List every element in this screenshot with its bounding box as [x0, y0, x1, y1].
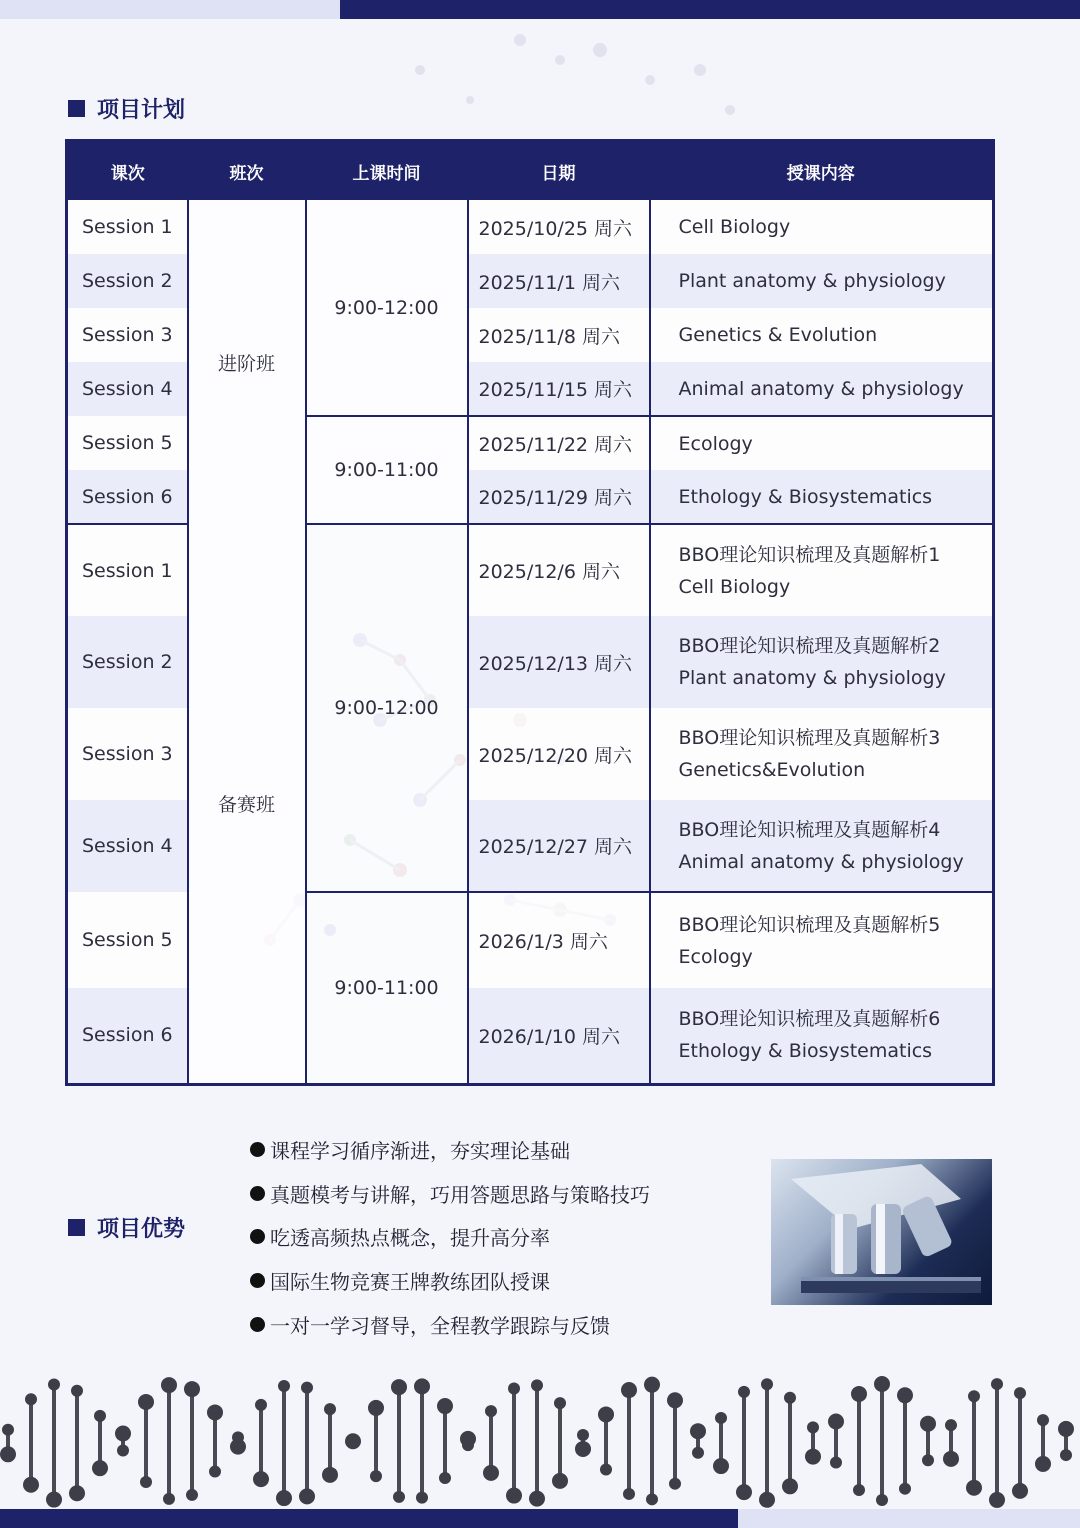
plan-section-title: [68, 93, 185, 124]
list-item: [250, 1302, 650, 1346]
session-cell: Session 2: [67, 254, 188, 308]
session-cell: Session 4: [67, 362, 188, 416]
col-header-date: 日期: [468, 141, 650, 201]
date-cell: 2025/11/22 周六: [468, 416, 650, 470]
bottom-accent-bar-dark: [0, 1509, 738, 1528]
time-cell: 9:00-11:00: [306, 416, 468, 524]
session-cell: Session 1: [67, 200, 188, 254]
table-row: [67, 200, 994, 254]
topic-cell: [650, 892, 994, 988]
session-cell: Session 4: [67, 800, 188, 892]
topic-cell: [650, 988, 994, 1084]
session-cell: Session 3: [67, 708, 188, 800]
time-cell: 9:00-12:00: [306, 200, 468, 416]
topic-cell: [650, 362, 994, 416]
table-row: [67, 524, 994, 616]
date-cell: 2026/1/3 周六: [468, 892, 650, 988]
advantage-text: 课程学习循序渐进，夯实理论基础: [270, 1139, 570, 1164]
topic-line: Cell Biology: [678, 575, 791, 598]
session-cell: Session 3: [67, 308, 188, 362]
topic-line: Plant anatomy & physiology: [678, 667, 946, 689]
date-cell: 2025/11/15 周六: [468, 362, 650, 416]
bullet-dot-icon: [250, 1229, 265, 1244]
topic-cell: [650, 308, 994, 362]
bullet-dot-icon: [250, 1317, 265, 1332]
session-cell: Session 6: [67, 988, 188, 1084]
topic-line: BBO理论知识梳理及真题解析6: [678, 1008, 941, 1031]
plan-title-text: 项目计划: [97, 98, 186, 123]
microscope-icon: [771, 1159, 992, 1305]
date-cell: 2025/10/25 周六: [468, 200, 650, 254]
topic-cell: [650, 416, 994, 470]
advantages-list: [250, 1128, 650, 1346]
session-cell: Session 1: [67, 524, 188, 616]
topic-line: BBO理论知识梳理及真题解析5: [678, 913, 941, 936]
topic-line: Ethology & Biosystematics: [678, 1040, 933, 1063]
date-cell: 2025/12/6 周六: [468, 524, 650, 616]
topic-line: Animal anatomy & physiology: [678, 850, 964, 873]
col-header-time: 上课时间: [306, 141, 468, 201]
class-cell-competition: 备赛班: [188, 524, 306, 1084]
time-cell: 9:00-12:00: [306, 524, 468, 892]
bottom-accent-bar-light: [738, 1509, 1080, 1528]
dna-helix-decoration: [0, 1370, 1080, 1515]
topic-cell: [650, 200, 994, 254]
topic-line: Ecology: [678, 432, 753, 455]
schedule-table: [65, 139, 995, 1086]
time-cell: 9:00-11:00: [306, 892, 468, 1084]
date-cell: 2025/11/8 周六: [468, 308, 650, 362]
advantage-text: 一对一学习督导，全程教学跟踪与反馈: [270, 1313, 610, 1338]
topic-cell: [650, 254, 994, 308]
list-item: [250, 1128, 650, 1172]
date-cell: 2025/12/20 周六: [468, 708, 650, 800]
topic-line: Cell Biology: [678, 216, 791, 238]
topic-line: Genetics&Evolution: [678, 759, 866, 781]
advantages-section-title: [68, 1212, 185, 1243]
col-header-session: 课次: [67, 141, 188, 201]
advantages-title-text: 项目优势: [97, 1217, 186, 1242]
topic-cell: [650, 470, 994, 524]
topic-cell: [650, 708, 994, 800]
list-item: [250, 1172, 650, 1216]
topic-line: BBO理论知识梳理及真题解析4: [678, 818, 941, 841]
topic-line: Ecology: [678, 945, 753, 968]
session-cell: Session 5: [67, 892, 188, 988]
date-cell: 2025/11/1 周六: [468, 254, 650, 308]
topic-line: BBO理论知识梳理及真题解析2: [678, 635, 941, 657]
topic-cell: [650, 800, 994, 892]
bullet-dot-icon: [250, 1186, 265, 1201]
table-header-row: [67, 141, 994, 201]
topic-cell: [650, 616, 994, 708]
list-item: [250, 1215, 650, 1259]
topic-line: BBO理论知识梳理及真题解析1: [678, 543, 941, 566]
date-cell: 2025/12/27 周六: [468, 800, 650, 892]
col-header-content: 授课内容: [650, 141, 994, 201]
class-cell-advanced: 进阶班: [188, 200, 306, 524]
microscope-image: [771, 1159, 992, 1305]
topic-line: BBO理论知识梳理及真题解析3: [678, 727, 941, 749]
col-header-class: 班次: [188, 141, 306, 201]
session-cell: Session 5: [67, 416, 188, 470]
date-cell: 2025/12/13 周六: [468, 616, 650, 708]
advantage-text: 国际生物竞赛王牌教练团队授课: [270, 1270, 550, 1295]
bullet-dot-icon: [250, 1142, 265, 1157]
square-bullet-icon: [68, 100, 85, 117]
list-item: [250, 1259, 650, 1303]
square-bullet-icon: [68, 1219, 85, 1236]
topic-line: Genetics & Evolution: [678, 324, 878, 346]
topic-cell: [650, 524, 994, 616]
topic-line: Plant anatomy & physiology: [678, 270, 946, 292]
date-cell: 2025/11/29 周六: [468, 470, 650, 524]
advantage-text: 吃透高频热点概念，提升高分率: [270, 1226, 550, 1251]
topic-line: Animal anatomy & physiology: [678, 377, 964, 400]
date-cell: 2026/1/10 周六: [468, 988, 650, 1084]
session-cell: Session 2: [67, 616, 188, 708]
advantage-text: 真题模考与讲解，巧用答题思路与策略技巧: [270, 1182, 650, 1207]
session-cell: Session 6: [67, 470, 188, 524]
bullet-dot-icon: [250, 1273, 265, 1288]
topic-line: Ethology & Biosystematics: [678, 485, 933, 508]
